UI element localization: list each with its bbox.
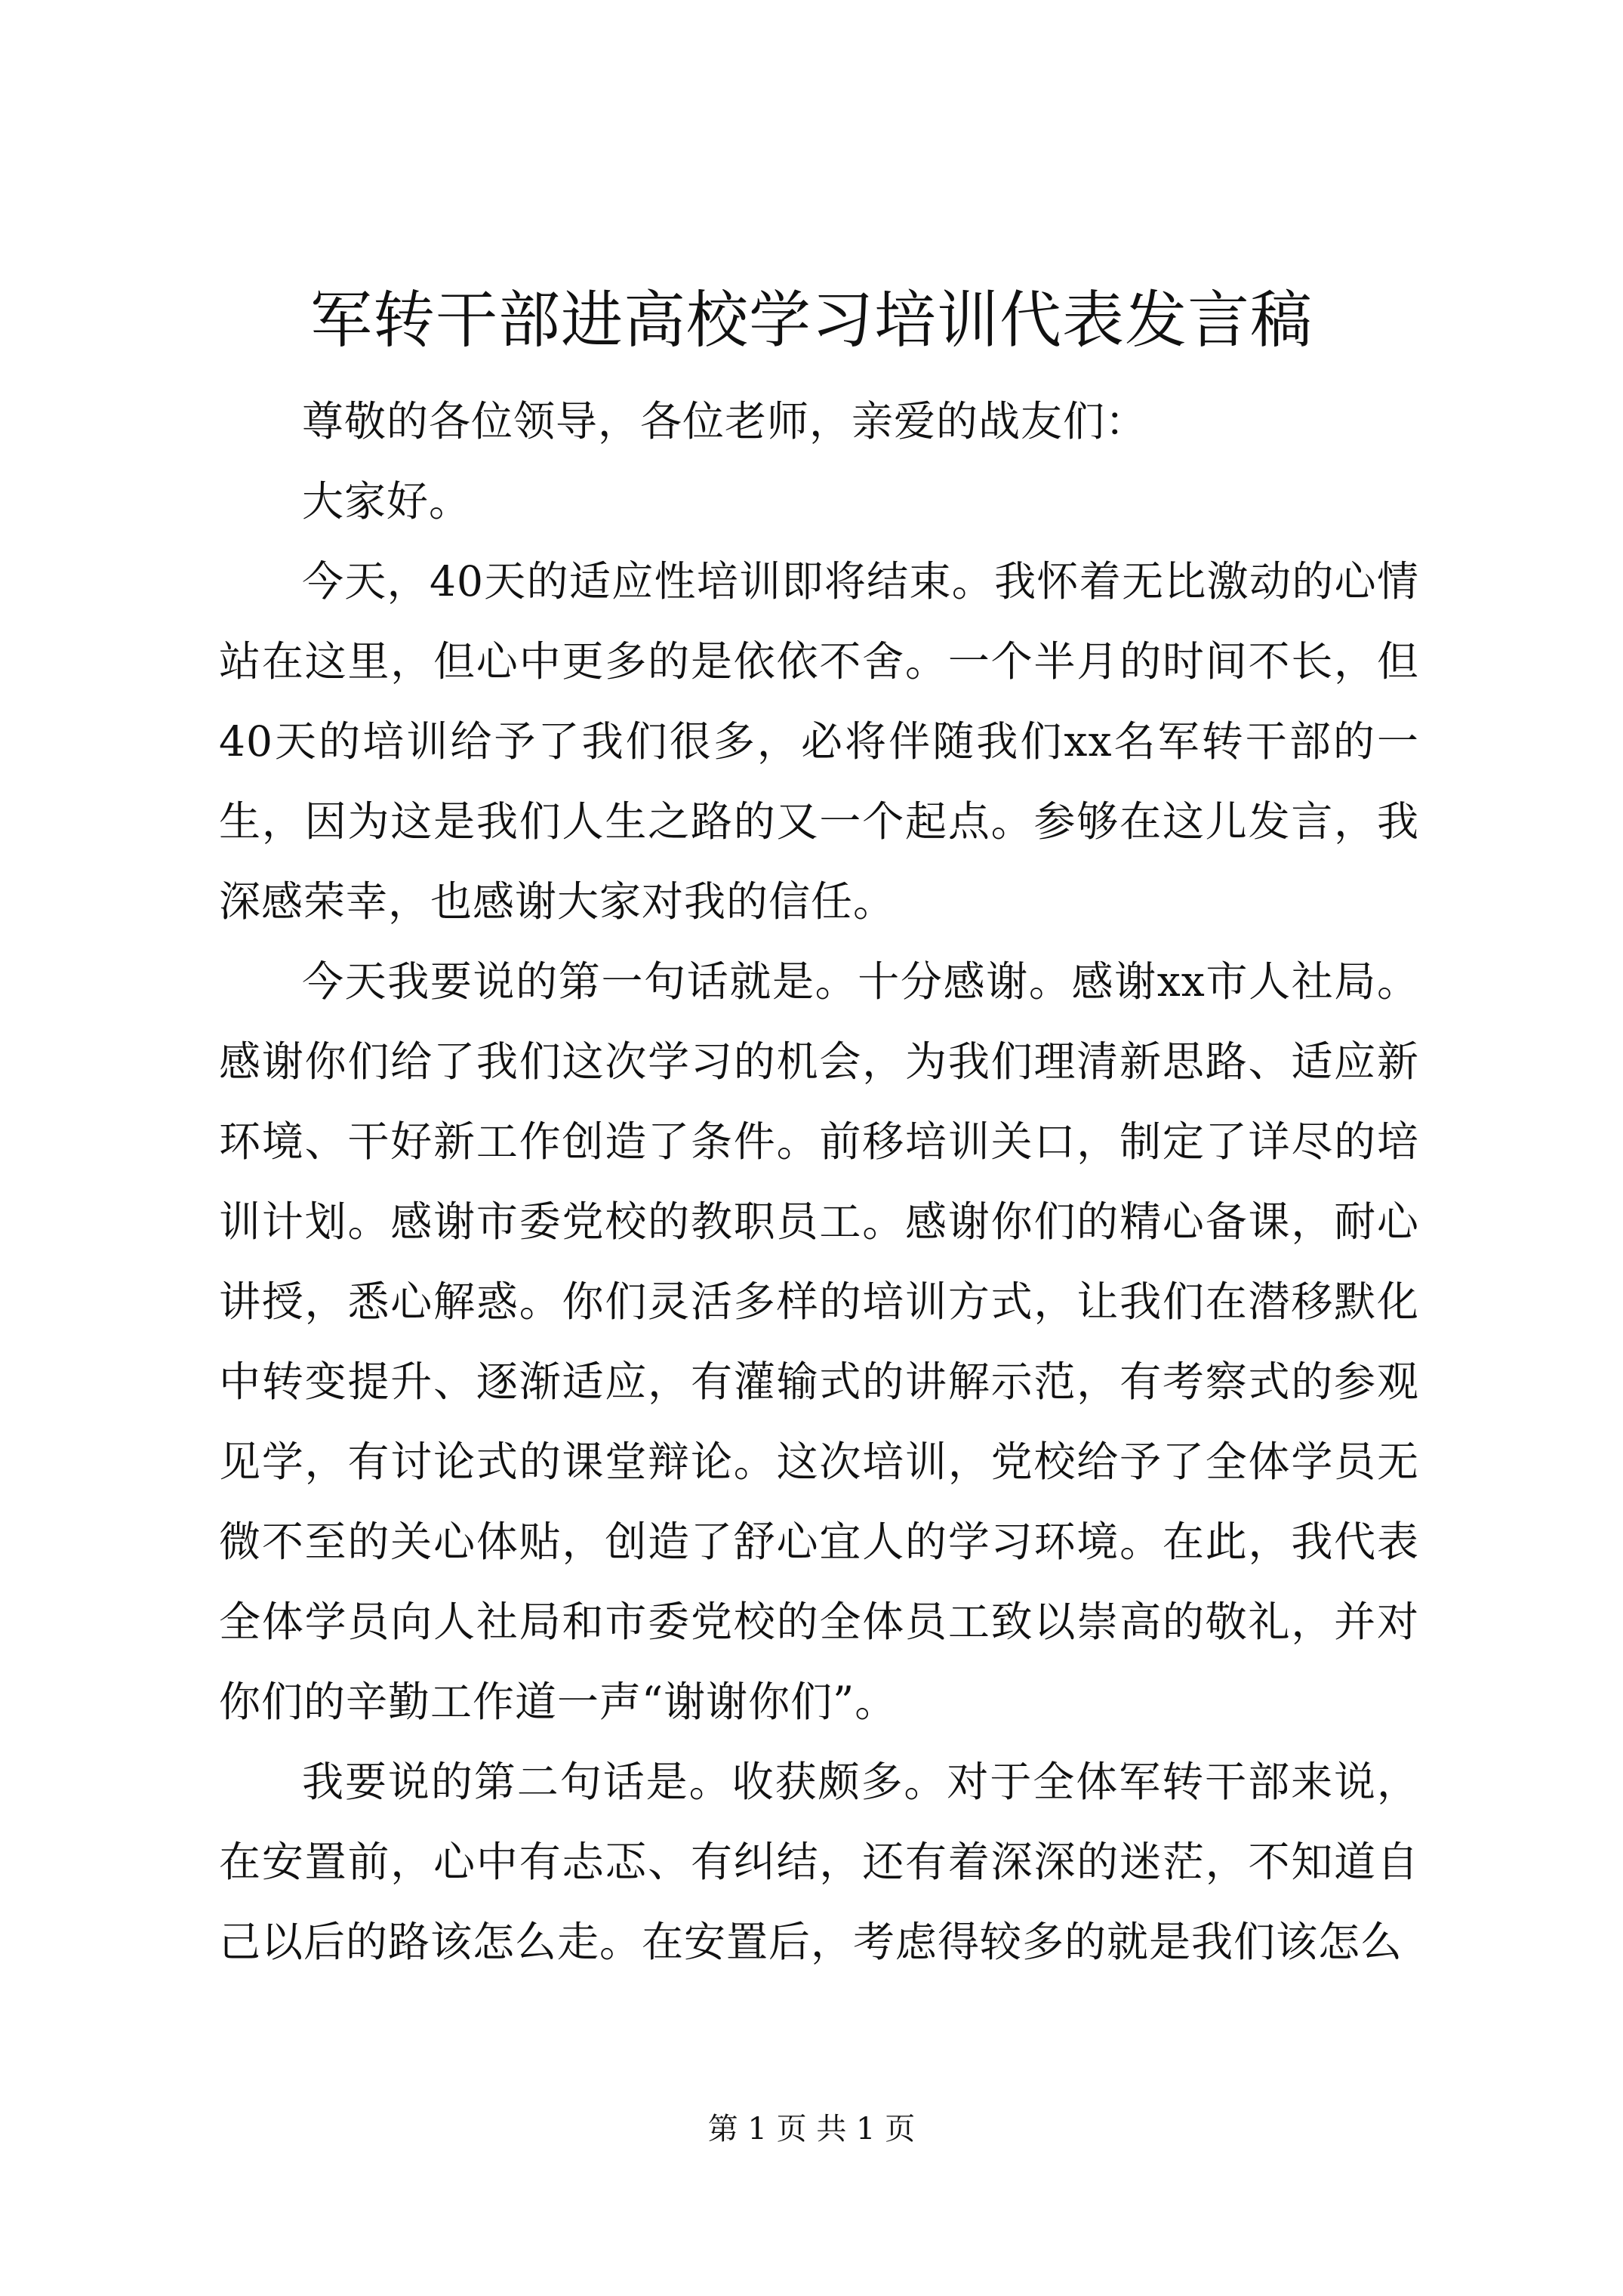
document-title: 军转干部进高校学习培训代表发言稿 [310,285,1313,356]
document-body [219,381,1419,1982]
greeting-paragraph: 大家好。 [302,477,472,525]
body-paragraph-3: 我要说的第二句话是。收获颇多。对于全体军转干部来说，在安置前，心中有忐忑、有纠结，还有着深深的迷茫，不知道自己以后的路该怎么走。在安置后，考虑得较多的就是我们该怎么 [219,1758,1419,1966]
body-paragraph-2: 今天我要说的第一句话就是。十分感谢。感谢xx市人社局。感谢你们给了我们这次学习的机会，为我们理清新思路、适应新环境、干好新工作创造了条件。前移培训关口，制定了详尽的培训计划。感谢市委党校的教职员工。感谢你们的精心备课，耐心讲授，悉心解惑。你们灵活多样的培训方式，让我们在潜移默化中转变提升、逐渐适应，有灌输式的讲解示范，有考察式的参观见学，有讨论式的课堂辩论。这次培训，党校给予了全体学员无微不至的关心体贴，创造了舒心宜人的学习环境。在此，我代表全体学员向人社局和市委党校的全体员工致以崇高的敬礼，并对你们的辛勤工作道一声“谢谢你们”。 [219,957,1419,1726]
body-paragraph-1: 今天，40天的适应性培训即将结束。我怀着无比激动的心情站在这里，但心中更多的是依依不舍。一个半月的时间不长，但40天的培训给予了我们很多，必将伴随我们xx名军转干部的一生，因为这是我们人生之路的又一个起点。参够在这儿发言，我深感荣幸，也感谢大家对我的信任。 [219,557,1419,926]
salutation-paragraph: 尊敬的各位领导，各位老师，亲爱的战友们： [302,397,1148,445]
page-footer: 第 1 页 共 1 页 [707,2112,916,2147]
